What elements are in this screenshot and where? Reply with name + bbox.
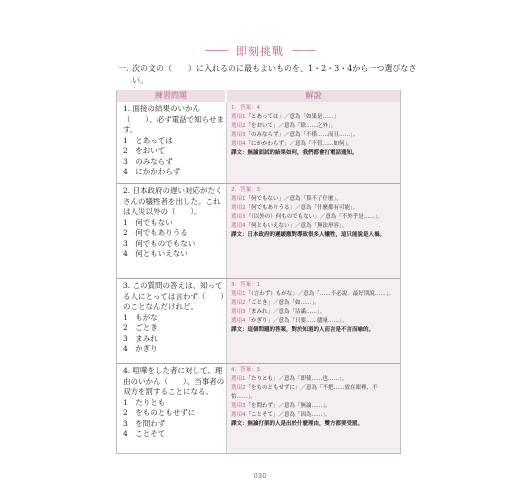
question-stem: 1. 面接の結果のいかん（ ）、必ず電話で知らせます。 [123,104,225,134]
question-stem: 2. 日本政府の遅い対応がたくさんの犠牲者を出した。これは人災以外の（ ）。 [123,186,223,216]
explanation-option: 選項4「かぎり」／意為「只要……儘量……」。 [231,318,348,324]
page-number: 030 [253,472,267,480]
explanation-1 [231,104,397,158]
answer-label: 4．答案：3 [231,367,260,373]
exercise-table [116,90,401,454]
explanation-option: 選項2「をおいて」／意為「除……之外」。 [231,123,337,129]
instruction-text: 次の文の（ ）に入れるのに最もよいものを、1・2・3・4から一つ選びなさい。 [132,64,417,85]
option: 2 何でもありうる [123,228,188,237]
option: 2 ごとき [123,323,158,332]
option: 2 をものともせずに [123,408,196,417]
title-rule-right [292,50,316,51]
explanation-2 [231,186,397,240]
question-4 [123,366,225,440]
option: 2 をおいて [123,146,166,155]
row-separator [117,183,400,184]
option: 4 かぎり [123,344,158,353]
explanation-option: 選項2「何でもありうる」／意為「什麼都有可能」。 [231,205,359,211]
header-practice: 練習問題 [117,90,225,102]
explanation-option: 選項4「何ともいえない」／意為「無法形容」。 [231,223,348,229]
instruction [118,63,418,87]
option: 4 ことそて [123,429,166,438]
instruction-number: 一． [118,64,134,73]
section-title: 即刻挑戰 [236,45,284,58]
row-separator [117,278,400,279]
explanation-option: 選項3「のみならず」／意為「不僅……而且……」。 [231,132,359,138]
question-stem: 3. この質問の答えは、知ってる人にとっては言わず（ ）のことなんだけれど。 [123,281,225,311]
question-2 [123,186,225,260]
option: 3 を問わず [123,418,166,428]
option: 3 まみれ [123,333,158,343]
option: 1 たりとも [123,397,166,407]
answer-label: 2．答案：3 [231,187,260,193]
answer-label: 1．答案：4 [231,105,260,111]
answer-label: 3．答案：1 [231,282,260,288]
explanation-option: 選項2「ごとき」／意為「如……」。 [231,300,320,306]
translation: 譯文：這個問題的答案，對於知道的人而言是不言而喻的。 [231,327,375,333]
explanation-option: 選項1「（言わず）もがな」／意為「……不必說．最好別說……」。 [231,291,395,297]
explanation-option: 選項1「たりとも」／意為「即使……也……」。 [231,376,348,382]
explanation-option: 選項3「（以外の）何ものでもない」／意為「不外乎是……」。 [231,214,384,220]
question-stem: 4. 喧嘩をした者に対して、理由のいかん（ ）、当事者の双方を罰することになる。 [123,366,225,396]
explanation-option: 選項3「まみれ」／意為「沾滿……」。 [231,309,326,315]
explanation-option: 選項1「何でもない」／意為「算不了什麼」。 [231,196,342,202]
translation: 譯文：無論面試的結果如何，我們都會打電話通知。 [231,150,358,156]
explanation-option: 選項4「にかかわらず」／意為「不管……如何」。 [231,141,353,147]
explanation-4 [231,366,397,429]
option: 1 何でもない [123,217,173,227]
question-1 [123,104,225,178]
row-separator [117,363,400,364]
option: 4 何ともいえない [123,249,188,258]
option: 1 もがな [123,312,158,322]
translation: 譯文：日本政府的遲緩應對導致很多人犧牲，這只能說是人禍。 [231,232,386,238]
section-title-bar [0,43,520,57]
header-explanation: 解說 [227,90,400,102]
question-3 [123,281,225,355]
option: 4 にかかわらず [123,167,181,176]
explanation-option: 選項3「を問わず」／意為「無論……」。 [231,403,331,409]
explanation-option: 選項2「をものともせずに」／意為「不把……放在眼裡、不怕……」。 [231,385,378,400]
translation: 譯文：無論打架的人是出於什麼理由，雙方都要受罰。 [231,421,364,427]
explanation-option: 選項4「ことそて」／意為「因為……」。 [231,412,331,418]
option: 1 とあっては [123,135,173,145]
explanation-3 [231,281,397,335]
explanation-option: 選項1「とあっては」／意為「如果是……」 [231,114,339,120]
option: 3 のみならず [123,156,173,166]
option: 3 何でものでもない [123,238,196,248]
